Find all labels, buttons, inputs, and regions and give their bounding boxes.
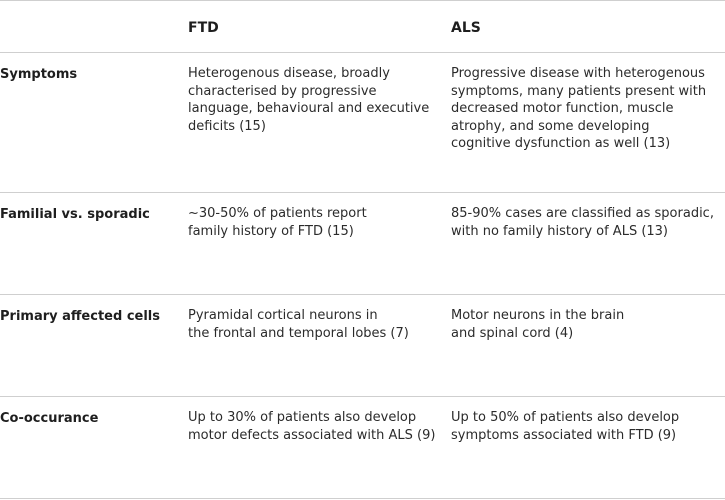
column-header-als: ALS (451, 20, 481, 36)
cell-cells-als: Motor neurons in the brain and spinal cord (4) (451, 308, 625, 341)
cell-cooccurance-als: Up to 50% of patients also develop symptoms associated with FTD (9) (451, 410, 680, 443)
column-header-ftd: FTD (188, 20, 219, 36)
table-bottom-rule (0, 498, 725, 499)
row-label-symptoms: Symptoms (0, 67, 78, 82)
cell-symptoms-als: Progressive disease with heterogenous symptoms, many patients present with decreased motor function, muscle atrophy, and some developing cognitive dysfunction as well (13) (451, 66, 707, 151)
cell-familial-als: 85-90% cases are classified as sporadic, with no family history of ALS (13) (451, 206, 714, 239)
row-divider-3 (0, 396, 725, 397)
row-label-cells: Primary affected cells (0, 309, 160, 324)
row-label-familial: Familial vs. sporadic (0, 207, 150, 222)
table-top-rule (0, 0, 725, 1)
row-label-cooccurance: Co-occurance (0, 411, 99, 426)
cell-familial-ftd: ~30-50% of patients report family history of FTD (15) (188, 206, 367, 239)
cell-symptoms-ftd: Heterogenous disease, broadly characterised by progressive language, behavioural and executive deficits (15) (188, 66, 430, 134)
cell-cells-ftd: Pyramidal cortical neurons in the frontal and temporal lobes (7) (188, 308, 409, 341)
header-divider (0, 52, 725, 53)
row-divider-1 (0, 192, 725, 193)
cell-cooccurance-ftd: Up to 30% of patients also develop motor defects associated with ALS (9) (188, 410, 436, 443)
row-divider-2 (0, 294, 725, 295)
